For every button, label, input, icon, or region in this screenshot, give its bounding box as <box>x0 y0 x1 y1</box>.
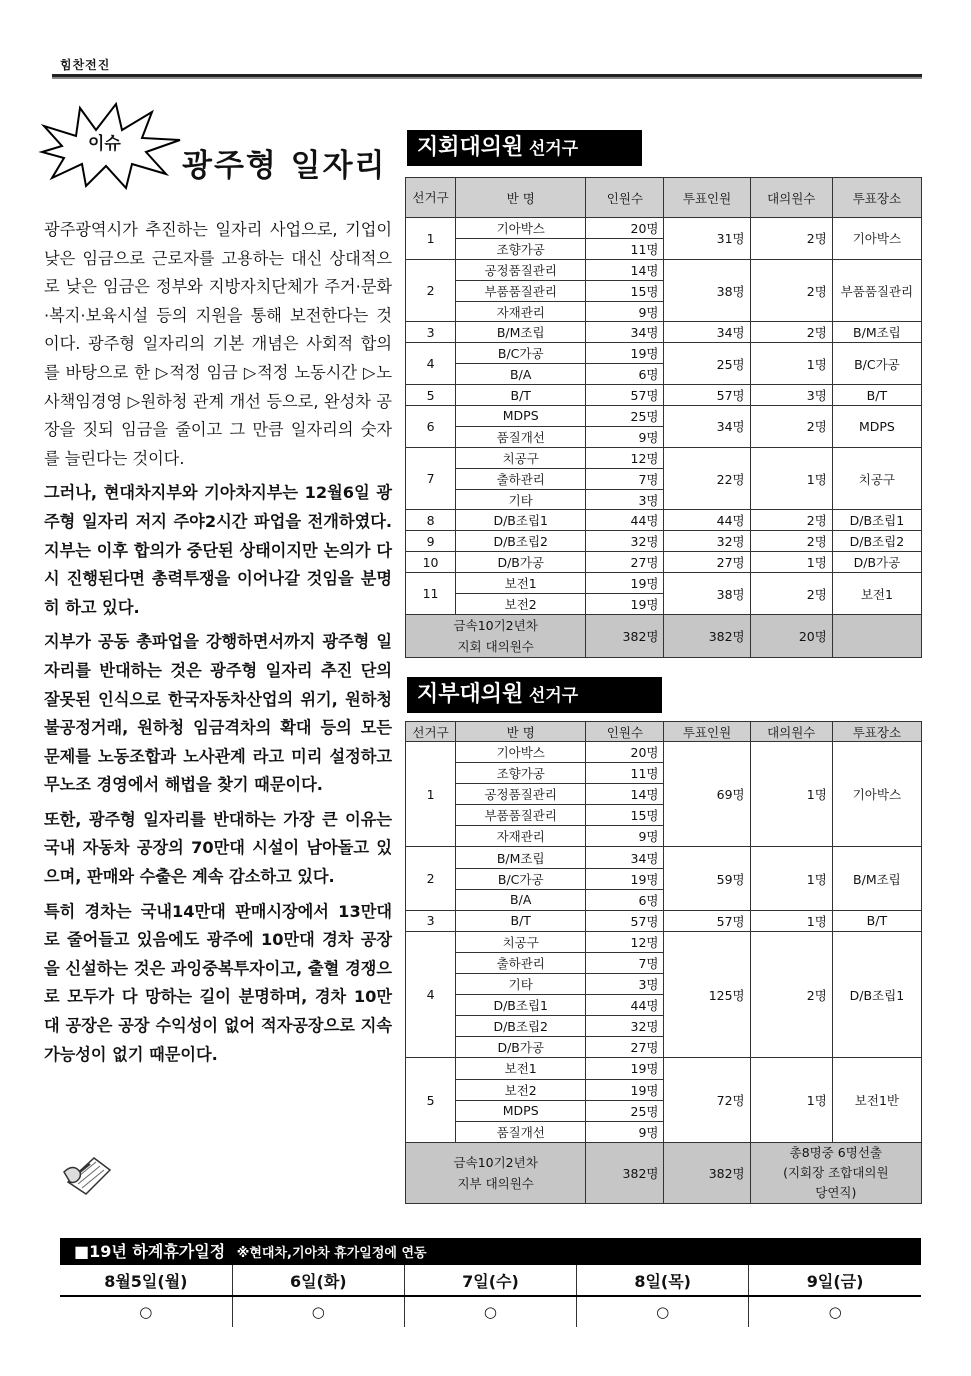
members-cell: 3명 <box>586 489 664 510</box>
vote-count-cell: 25명 <box>664 343 750 385</box>
team-cell: B/C가공 <box>456 868 586 889</box>
vote-count-cell: 38명 <box>664 573 750 615</box>
voting-place-cell: B/T <box>832 385 921 406</box>
team-cell: B/M조립 <box>456 847 586 868</box>
team-cell: 보전2 <box>456 1079 586 1100</box>
team-cell: B/C가공 <box>456 343 586 364</box>
members-cell: 11명 <box>586 763 664 784</box>
total-label-line: 지부 대의원수 <box>457 1175 534 1191</box>
total-label-cell <box>406 1142 586 1203</box>
delegate-count-cell: 1명 <box>750 847 832 910</box>
column-header: 대의원수 <box>750 722 832 742</box>
vacation-day: 8월5일(월) <box>60 1265 232 1296</box>
total-members-cell: 382명 <box>586 614 664 657</box>
members-cell: 19명 <box>586 594 664 615</box>
vote-count-cell: 32명 <box>664 531 750 552</box>
team-cell: 치공구 <box>456 931 586 952</box>
members-cell: 32명 <box>586 1016 664 1037</box>
team-cell: B/T <box>456 910 586 931</box>
table-row <box>406 385 922 406</box>
members-cell: 6명 <box>586 364 664 385</box>
delegate-count-cell: 2명 <box>750 510 832 531</box>
total-delegates-cell <box>750 1142 921 1203</box>
team-cell: 기아박스 <box>456 742 586 763</box>
table-row <box>406 552 922 573</box>
district-cell: 5 <box>406 1058 456 1142</box>
members-cell: 57명 <box>586 910 664 931</box>
vote-count-cell: 34명 <box>664 406 750 448</box>
members-cell: 12명 <box>586 447 664 468</box>
district-cell: 1 <box>406 218 456 260</box>
table-row <box>406 218 922 239</box>
vacation-mark: ○ <box>577 1296 749 1327</box>
column-header: 투표인원 <box>664 722 750 742</box>
total-delegates-line: 당연직) <box>815 1184 857 1200</box>
table-row <box>406 573 922 594</box>
members-cell: 25명 <box>586 406 664 427</box>
voting-place-cell: B/C가공 <box>832 343 921 385</box>
delegate-count-cell: 3명 <box>750 385 832 406</box>
team-cell: 조향가공 <box>456 238 586 259</box>
union-delegates-heading <box>407 677 662 713</box>
members-cell: 19명 <box>586 1058 664 1079</box>
column-header: 투표장소 <box>832 722 921 742</box>
vacation-day: 8일(목) <box>577 1265 749 1296</box>
total-label-line: 금속10기2년차 <box>453 617 538 633</box>
district-cell: 9 <box>406 531 456 552</box>
voting-place-cell: D/B가공 <box>832 552 921 573</box>
voting-place-cell: D/B조립1 <box>832 510 921 531</box>
district-cell: 3 <box>406 910 456 931</box>
vote-count-cell: 22명 <box>664 447 750 510</box>
delegate-count-cell: 1명 <box>750 552 832 573</box>
table-row <box>406 931 922 952</box>
delegate-count-cell: 2명 <box>750 573 832 615</box>
team-cell: 기아박스 <box>456 218 586 239</box>
vote-count-cell: 59명 <box>664 847 750 910</box>
table-row <box>406 1058 922 1079</box>
members-cell: 34명 <box>586 847 664 868</box>
total-members-cell: 382명 <box>586 1142 664 1203</box>
vacation-mark: ○ <box>60 1296 232 1327</box>
team-cell: 자재관리 <box>456 826 586 847</box>
members-cell: 7명 <box>586 468 664 489</box>
voting-place-cell: 보전1반 <box>832 1058 921 1142</box>
total-vote-cell: 382명 <box>664 614 750 657</box>
vote-count-cell: 27명 <box>664 552 750 573</box>
members-cell: 44명 <box>586 510 664 531</box>
members-cell: 14명 <box>586 784 664 805</box>
total-vote-cell: 382명 <box>664 1142 750 1203</box>
header-rule <box>52 74 922 79</box>
delegate-count-cell: 2명 <box>750 259 832 322</box>
voting-place-cell: B/M조립 <box>832 847 921 910</box>
table-row <box>406 742 922 763</box>
team-cell: 기타 <box>456 489 586 510</box>
district-cell: 8 <box>406 510 456 531</box>
team-cell: 공정품질관리 <box>456 259 586 280</box>
district-cell: 3 <box>406 322 456 343</box>
heading-suffix: 선거구 <box>528 139 579 159</box>
district-cell: 6 <box>406 406 456 448</box>
voting-place-cell: D/B조립1 <box>832 931 921 1058</box>
team-cell: 치공구 <box>456 447 586 468</box>
team-cell: B/T <box>456 385 586 406</box>
members-cell: 3명 <box>586 974 664 995</box>
table-row <box>406 510 922 531</box>
district-cell: 7 <box>406 447 456 510</box>
issue-badge: 이슈 <box>88 134 121 154</box>
voting-place-cell: 기아박스 <box>832 742 921 847</box>
voting-place-cell: B/M조립 <box>832 322 921 343</box>
team-cell: 보전2 <box>456 594 586 615</box>
vote-count-cell: 72명 <box>664 1058 750 1142</box>
members-cell: 19명 <box>586 1079 664 1100</box>
team-cell: D/B가공 <box>456 1037 586 1058</box>
delegate-count-cell: 1명 <box>750 447 832 510</box>
team-cell: 보전1 <box>456 573 586 594</box>
team-cell: D/B조립1 <box>456 995 586 1016</box>
team-cell: B/A <box>456 889 586 910</box>
branch-delegates-table <box>405 177 922 658</box>
team-cell: MDPS <box>456 406 586 427</box>
vacation-table <box>60 1265 921 1327</box>
column-header: 대의원수 <box>750 178 832 218</box>
team-cell: 조향가공 <box>456 763 586 784</box>
paragraph: 지부가 공동 총파업을 강행하면서까지 광주형 일자리를 반대하는 것은 광주형 일자리 추진 단의 잘못된 인식으로 한국자동차산업의 위기, 원하청 불공정거래, 원하청 임금격차의 확대 등의 모든 문제를 노동조합과 노사관계 라고 미리 설정하고 무노조 경영에서 해법을 찾기 때문이다. <box>44 632 392 795</box>
members-cell: 9명 <box>586 826 664 847</box>
team-cell: MDPS <box>456 1100 586 1121</box>
vote-count-cell: 38명 <box>664 259 750 322</box>
members-cell: 44명 <box>586 995 664 1016</box>
vacation-day: 6일(화) <box>232 1265 404 1296</box>
delegate-count-cell: 2명 <box>750 931 832 1058</box>
vacation-day: 9일(금) <box>749 1265 921 1296</box>
members-cell: 27명 <box>586 1037 664 1058</box>
total-place-cell <box>832 614 921 657</box>
vacation-mark: ○ <box>232 1296 404 1327</box>
team-cell: 기타 <box>456 974 586 995</box>
members-cell: 32명 <box>586 531 664 552</box>
paragraph: 특히 경차는 국내14만대 판매시장에서 13만대로 줄어들고 있음에도 광주에 10만대 경차 공장을 신설하는 것은 과잉중복투자이고, 출혈 경쟁으로 모두가 다 망하는 길이 분명하며, 경차 10만대 공장은 공장 수익성이 없어 적자공장으로 지속 가능성이 없기 때문이다. <box>44 901 392 1064</box>
members-cell: 27명 <box>586 552 664 573</box>
heading-main: 지부대의원 <box>417 682 524 707</box>
column-header: 투표인원 <box>664 178 750 218</box>
column-header: 선거구 <box>406 178 456 218</box>
branch-delegates-heading <box>407 130 642 166</box>
team-cell: D/B조립2 <box>456 531 586 552</box>
table-row <box>406 259 922 280</box>
vacation-note: ※현대차,기아차 휴가일정에 연동 <box>236 1246 427 1261</box>
members-cell: 57명 <box>586 385 664 406</box>
members-cell: 9명 <box>586 301 664 322</box>
members-cell: 19명 <box>586 343 664 364</box>
district-cell: 10 <box>406 552 456 573</box>
issue-title: 광주형 일자리 <box>182 148 387 184</box>
vacation-banner <box>60 1238 921 1265</box>
team-cell: 부품품질관리 <box>456 805 586 826</box>
team-cell: D/B가공 <box>456 552 586 573</box>
vacation-mark: ○ <box>749 1296 921 1327</box>
district-cell: 2 <box>406 259 456 322</box>
table-row <box>406 910 922 931</box>
members-cell: 19명 <box>586 573 664 594</box>
issue-article <box>44 216 392 1075</box>
team-cell: 공정품질관리 <box>456 784 586 805</box>
members-cell: 9명 <box>586 426 664 447</box>
paragraph: 또한, 광주형 일자리를 반대하는 가장 큰 이유는 국내 자동차 공장의 70만대 시설이 남아돌고 있으며, 판매와 수출은 계속 감소하고 있다. <box>44 809 392 887</box>
paragraph: 광주광역시가 추진하는 일자리 사업으로, 기업이 낮은 임금으로 근로자를 고용하는 대신 상대적으로 낮은 임금은 정부와 지방자치단체가 주거·문화·복지·보육시설 등의 지원을 통해 보전한다는 것이다. 광주형 일자리의 기본 개념은 사회적 합의를 바탕으로 한 ▷적정 임금 ▷적정 노동시간 ▷노사책임경영 ▷원하청 관계 개선 등으로, 완성차 공장을 짓되 임금을 줄이고 그 만큼 일자리의 숫자를 늘린다는 것이다. <box>44 220 392 468</box>
vote-count-cell: 44명 <box>664 510 750 531</box>
delegate-count-cell: 1명 <box>750 742 832 847</box>
members-cell: 6명 <box>586 889 664 910</box>
delegate-count-cell: 1명 <box>750 1058 832 1142</box>
column-header: 인원수 <box>586 722 664 742</box>
total-delegates-cell: 20명 <box>750 614 832 657</box>
vote-count-cell: 57명 <box>664 385 750 406</box>
delegate-count-cell: 2명 <box>750 322 832 343</box>
table-row <box>406 847 922 868</box>
total-row <box>406 614 922 657</box>
total-delegates-line: 총8명중 6명선출 <box>789 1144 882 1160</box>
district-cell: 4 <box>406 931 456 1058</box>
district-cell: 5 <box>406 385 456 406</box>
team-cell: 품질개선 <box>456 426 586 447</box>
table-row <box>406 531 922 552</box>
members-cell: 14명 <box>586 259 664 280</box>
members-cell: 34명 <box>586 322 664 343</box>
table-row <box>406 406 922 427</box>
voting-place-cell: MDPS <box>832 406 921 448</box>
delegate-count-cell: 2명 <box>750 531 832 552</box>
column-header: 반 명 <box>456 178 586 218</box>
team-cell: 부품품질관리 <box>456 280 586 301</box>
district-cell: 4 <box>406 343 456 385</box>
team-cell: 품질개선 <box>456 1121 586 1142</box>
members-cell: 9명 <box>586 1121 664 1142</box>
vacation-title: ■19년 하계휴가일정 <box>74 1242 226 1261</box>
district-cell: 2 <box>406 847 456 910</box>
heading-main: 지회대의원 <box>417 135 524 160</box>
column-header: 투표장소 <box>832 178 921 218</box>
vote-count-cell: 57명 <box>664 910 750 931</box>
delegate-count-cell: 1명 <box>750 343 832 385</box>
team-cell: D/B조립1 <box>456 510 586 531</box>
total-delegates-line: (지회장 조합대의원 <box>783 1164 889 1180</box>
section-label: 힘찬전진 <box>60 58 111 72</box>
members-cell: 12명 <box>586 931 664 952</box>
district-cell: 1 <box>406 742 456 847</box>
members-cell: 25명 <box>586 1100 664 1121</box>
vote-count-cell: 69명 <box>664 742 750 847</box>
team-cell: 자재관리 <box>456 301 586 322</box>
team-cell: D/B조립2 <box>456 1016 586 1037</box>
column-header: 인원수 <box>586 178 664 218</box>
members-cell: 7명 <box>586 952 664 973</box>
writing-hand-icon <box>60 1142 120 1202</box>
vote-count-cell: 31명 <box>664 218 750 260</box>
total-label-line: 지회 대의원수 <box>457 638 534 654</box>
members-cell: 11명 <box>586 238 664 259</box>
members-cell: 15명 <box>586 805 664 826</box>
total-label-cell <box>406 614 586 657</box>
table-row <box>406 447 922 468</box>
voting-place-cell: D/B조립2 <box>832 531 921 552</box>
members-cell: 20명 <box>586 742 664 763</box>
delegate-count-cell: 2명 <box>750 218 832 260</box>
team-cell: B/M조립 <box>456 322 586 343</box>
vacation-day: 7일(수) <box>404 1265 576 1296</box>
members-cell: 15명 <box>586 280 664 301</box>
members-cell: 20명 <box>586 218 664 239</box>
voting-place-cell: B/T <box>832 910 921 931</box>
team-cell: 출하관리 <box>456 468 586 489</box>
vacation-mark: ○ <box>404 1296 576 1327</box>
team-cell: 출하관리 <box>456 952 586 973</box>
delegate-count-cell: 2명 <box>750 406 832 448</box>
column-header: 선거구 <box>406 722 456 742</box>
table-row <box>406 322 922 343</box>
column-header: 반 명 <box>456 722 586 742</box>
union-delegates-table <box>405 721 922 1204</box>
heading-suffix: 선거구 <box>528 686 579 706</box>
voting-place-cell: 부품품질관리 <box>832 259 921 322</box>
voting-place-cell: 치공구 <box>832 447 921 510</box>
table-row <box>406 343 922 364</box>
paragraph: 그러나, 현대차지부와 기아차지부는 12월6일 광주형 일자리 저지 주야2시간 파업을 전개하였다. 지부는 이후 합의가 중단된 상태이지만 논의가 다시 진행된다면 총력투쟁을 이어나갈 것임을 분명히 하고 있다. <box>44 483 392 617</box>
team-cell: B/A <box>456 364 586 385</box>
district-cell: 11 <box>406 573 456 615</box>
vote-count-cell: 125명 <box>664 931 750 1058</box>
voting-place-cell: 보전1 <box>832 573 921 615</box>
delegate-count-cell: 1명 <box>750 910 832 931</box>
total-label-line: 금속10기2년차 <box>453 1154 538 1170</box>
vote-count-cell: 34명 <box>664 322 750 343</box>
team-cell: 보전1 <box>456 1058 586 1079</box>
members-cell: 19명 <box>586 868 664 889</box>
voting-place-cell: 기아박스 <box>832 218 921 260</box>
total-row <box>406 1142 922 1203</box>
